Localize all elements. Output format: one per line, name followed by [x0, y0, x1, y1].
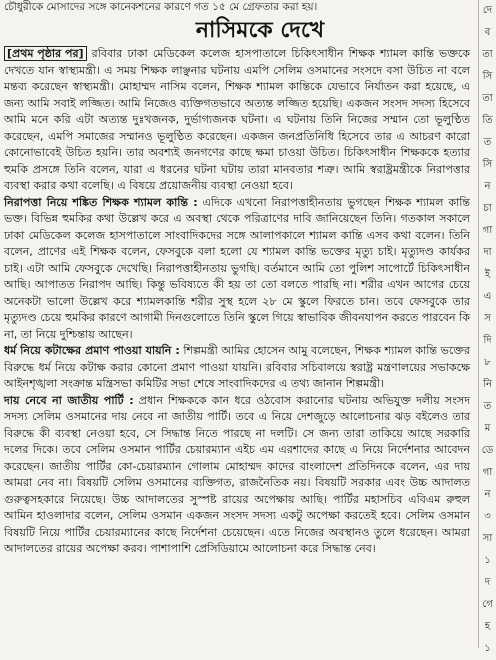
fragment-char: দে — [482, 5, 493, 16]
fragment-char: তা — [482, 49, 493, 60]
fragment-char: ৩ — [484, 511, 491, 522]
fragment-char: হ — [484, 621, 491, 632]
paragraph-text: প্রধান শিক্ষককে কান ধরে ওঠবোস করানোর ঘটনায় অভিযুক্ত দলীয় সংসদ সদস্য সেলিম ওসমানের দায় নেবে না জাতীয় পার্টি। তবে এ নিয়ে দেশজুড়ে আলোচনার ঝড় বইলেও তার বিরুদ্ধে কী ব্যবস্থা নেওয়া হবে, সে সিদ্ধান্ত নিতে পারছে না দলটি। সে জন্য তারা তাকিয়ে আছে সরকারি দলের দিকে। তবে সেলিম ওসমান পার্টির চেয়ারম্যান এইচ এম এরশাদের কাছে এ নিয়ে নির্দেশনার আবেদন করেছেন। জাতীয় পার্টির কো-চেয়ারম্যান গোলাম মোহাম্মদ কাদের বাংলাদেশ প্রতিদিনকে বলেন, এর দায় আমরা নেব না। বিষয়টি সেলিম ওসমানের ব্যক্তিগত, রাজনৈতিক নয়। বিষয়টি সরকার এবং উচ্চ আদালত গুরুত্বসহকারে নিয়েছে। উচ্চ আদালতের সুস্পষ্ট রায়ের অপেক্ষায় আছি। পার্টির মহাসচিব এবিএম রুহুল আমিন হাওলাদার বলেন, সেলিম ওসমান একজন সংসদ সদস্য একটু অপেক্ষা করতেই হবে। সেলিম ওসমান বিষয়টি নিয়ে পার্টির চেয়ারম্যানের কাছে নির্দেশনা চেয়েছেন। এতে নিজের অবস্থানও তুলে ধরেছেন। আমরা আদালতের রায়ের অপেক্ষা করব। পাশাপাশি প্রেসিডিয়ামে আলোচনা করে সিদ্ধান্ত নেব। — [4, 393, 470, 555]
fragment-char: গে — [482, 599, 493, 610]
paragraph-text: এদিকে এখনো নিরাপত্তাহীনতায় ভুগছেন শিক্ষক শ্যামল কান্তি ভক্ত। বিভিন্ন হুমকির কথা উল্লেখ করে এ অবস্থা থেকে পরিত্রাণের দাবি জানিয়েছেন তিনি। গতকাল সকালে ঢাকা মেডিকেল কলেজ হাসপাতালে সাংবাদিকদের সঙ্গে আলাপকালে শ্যামল কান্তি এসব কথা বলেন। তিনি বলেন, প্রাণের এই শিক্ষক বলেন, ফেসবুকে বলা হলো যে শ্যামল কান্তি ভক্তের মৃত্যু চাই। মৃত্যুদণ্ড কার্যকর চাই। এটা আমি ফেসবুকে দেখেছি। নিরাপত্তাহীনতায় ভুগছি। বর্তমানে আমি তো পুলিশ সাপোর্টে চিকিৎসাধীন আছি। আপাতত নিরাপদ আছি। কিন্তু ভবিষ্যতে কী হয় তা তো বলতে পারছি না। শরীর এখন আগের চেয়ে অনেকটা ভালো উল্লেখ করে শ্যামলকান্তি শরীর সুস্থ হলে ২৮ মে স্কুলে ফিরতে চান। তবে ফেসবুকে তার মৃত্যুদণ্ড চেয়ে হুমকির কারণে আগামী দিনগুলোতে তিনি স্কুলে গিয়ে স্বাভাবিক জীবনযাপন করতে পারবেন কি না, তা নিয়ে দুশ্চিন্তায় আছেন। — [4, 195, 470, 341]
fragment-char: চা — [483, 203, 492, 214]
section-subhead: নিরাপত্তা নিয়ে শঙ্কিত শিক্ষক শ্যামল কান্তি : — [4, 195, 198, 209]
article-paragraph-1 — [4, 46, 470, 195]
fragment-char: ই — [484, 269, 491, 280]
fragment-char: দা — [483, 247, 492, 258]
fragment-char: দি — [483, 335, 492, 346]
fragment-char: নি — [483, 379, 492, 390]
fragment-char: ন — [484, 181, 491, 192]
fragment-char: তা — [482, 93, 493, 104]
fragment-char: গা — [482, 225, 493, 236]
previous-article-last-line: চৌধুরীকে মোসাদের সঙ্গে কানেকশনের কারণে গত ১৫ মে গ্রেফতার করা হয়। — [4, 1, 318, 13]
fragment-char: এ — [483, 291, 492, 302]
fragment-char: দ — [484, 577, 491, 588]
article-body — [4, 46, 470, 558]
fragment-char: সা — [482, 533, 493, 544]
fragment-char: গা — [482, 467, 493, 478]
article-paragraph-2 — [4, 195, 470, 344]
section-subhead: দায় নেবে না জাতীয় পার্টি : — [4, 393, 134, 407]
article-paragraph-4 — [4, 393, 470, 558]
fragment-char: ম — [484, 423, 491, 434]
fragment-char: ত — [483, 401, 492, 412]
fragment-char: ১ — [484, 643, 491, 654]
article-paragraph-3 — [4, 343, 470, 393]
fragment-char: ব — [484, 27, 491, 38]
fragment-char: ১ — [484, 555, 491, 566]
fragment-char: সি — [482, 159, 493, 170]
fragment-char: ডে — [481, 445, 494, 456]
fragment-char: সি — [482, 71, 493, 82]
paragraph-text: শিল্পমন্ত্রী আমির হোসেন আমু বলেছেন, শিক্ষক শ্যামল কান্তি ভক্তের বিরুদ্ধে ধর্ম নিয়ে কটাক্ষ করার কোনো প্রমাণ পাওয়া যায়নি। রবিবার সচিবালয়ে স্বরাষ্ট্র মন্ত্রণালয়ের সভাকক্ষে আইনশৃঙ্খলা সংক্রান্ত মন্ত্রিসভা কমিটির সভা শেষে সাংবাদিকদের এ তথ্য জানান শিল্পমন্ত্রী। — [4, 344, 470, 390]
adjacent-column-fragment — [478, 0, 496, 654]
fragment-char: ন — [484, 489, 491, 500]
article-headline: নাসিমকে দেখে — [195, 17, 325, 43]
fragment-char: তি — [482, 115, 493, 126]
section-subhead: ধর্ম নিয়ে কটাক্ষের প্রমাণ পাওয়া যায়নি : — [4, 344, 180, 357]
fragment-char: স — [484, 313, 491, 324]
fragment-char: ত — [483, 137, 492, 148]
fragment-char: ৮ — [484, 357, 491, 368]
continuation-tag: [প্রথম পৃষ্ঠার পর] — [4, 46, 87, 61]
paragraph-text: রবিবার ঢাকা মেডিকেল কলেজ হাসপাতালে চিকিৎসাধীন শিক্ষক শ্যামল কান্তি ভক্তকে দেখতে যান স্বাস্থ্যমন্ত্রী। এ সময় শিক্ষক লাঞ্ছনার ঘটনায় এমপি সেলিম ওসমানের সংসদে বসা উচিত না বলে মন্তব্য করেছেন স্বাস্থ্যমন্ত্রী। মোহাম্মদ নাসিম বলেন, শিক্ষক শ্যামল কান্তিকে যেভাবে নির্যাতন করা হয়েছে, এ জন্য আমি সবাই লজ্জিত। আমি নিজেও ব্যক্তিগতভাবে অত্যন্ত লজ্জিত হয়েছি। একজন সংসদ সদস্য হিসেবে আমি মনে করি এটা অত্যন্ত দুঃখজনক, দুর্ভাগ্যজনক ঘটনা। এ ঘটনায় তিনি নিজের সম্মান তো ভূলুণ্ঠিত করেছেন, এমপি সমাজের সম্মানও ভূলুণ্ঠিত করেছেন। একজন জনপ্রতিনিধি হিসেবে তার এ আচরণ কারো কোনোভাবেই উচিত হয়নি। তার অবশ্যই জনগণের কাছে ক্ষমা চাওয়া উচিত। চিকিৎসাধীন শিক্ষককে হত্যার হুমকি প্রসঙ্গে তিনি বলেন, যারা এ ধরনের ঘটনা ঘটায় তারা মানবতার শত্রু। আমি স্বরাষ্ট্রমন্ত্রীকে নিরাপত্তার ব্যবস্থা করার কথা বলেছি। এ বিষয়ে প্রয়োজনীয় ব্যবস্থা নেওয়া হবে। — [4, 47, 470, 192]
